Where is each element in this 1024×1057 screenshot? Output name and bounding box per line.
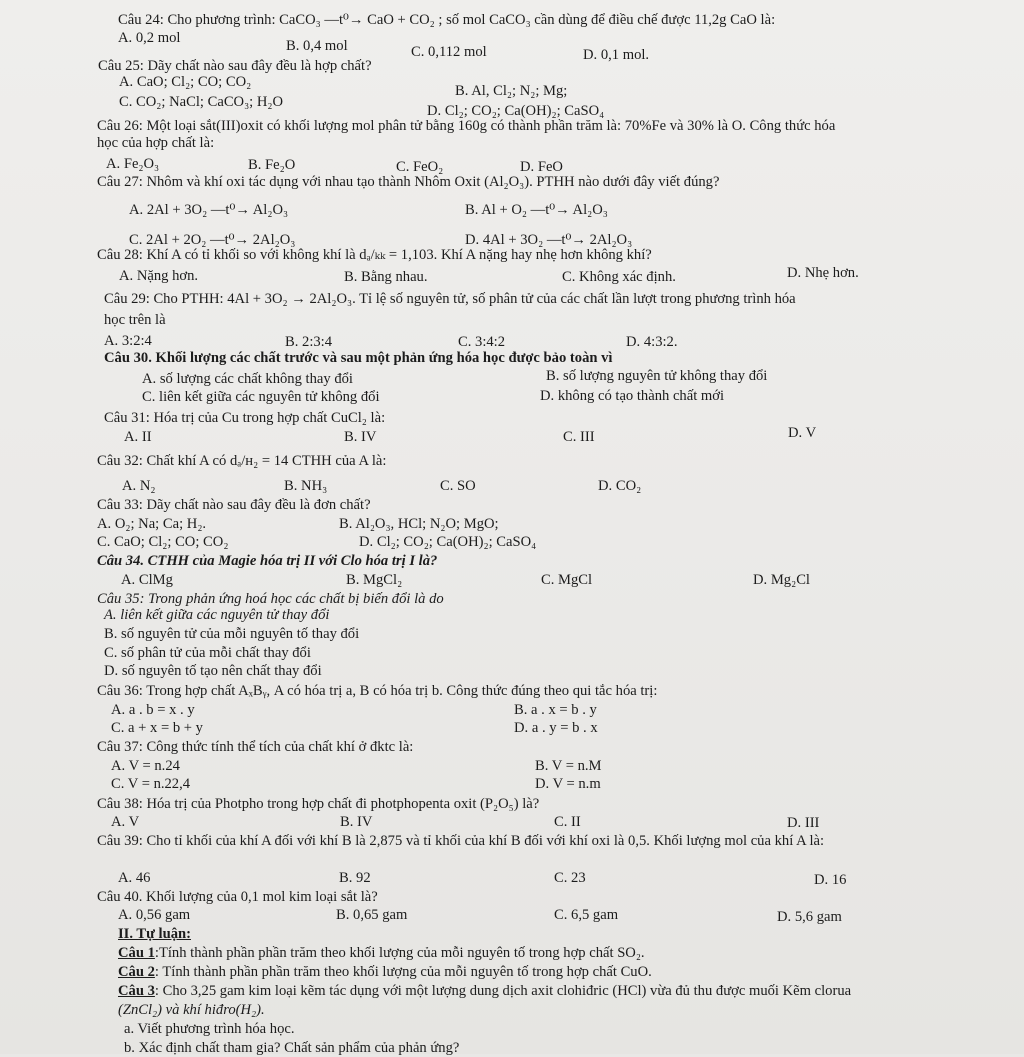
question-34-option-c: C. MgCl xyxy=(541,572,593,588)
question-27-option-d: D. 4Al + 3O₂ —t⁰→ 2Al₂O₃ xyxy=(465,232,633,248)
question-38-option-b: B. IV xyxy=(340,814,373,830)
question-26-option-a: A. Fe₂O₃ xyxy=(106,156,160,172)
essay-question-3-label: Câu 3 xyxy=(118,983,155,999)
question-34-stem: Câu 34. CTHH của Magie hóa trị II với Clo hóa trị I là? xyxy=(97,553,438,569)
question-29-option-a: A. 3:2:4 xyxy=(104,333,152,349)
question-39-option-b: B. 92 xyxy=(339,870,371,886)
question-28-option-c: C. Không xác định. xyxy=(562,269,676,285)
question-27-stem: Câu 27: Nhôm và khí oxi tác dụng với nhau tạo thành Nhôm Oxit (Al₂O₃). PTHH nào dưới đây viết đúng? xyxy=(97,174,720,190)
essay-question-1-label: Câu 1 xyxy=(118,945,155,961)
question-35-option-d: D. số nguyên tố tạo nên chất thay đổi xyxy=(104,663,322,679)
question-33-option-b: B. Al₂O₃, HCl; N₂O; MgO; xyxy=(339,516,499,532)
question-29-option-c: C. 3:4:2 xyxy=(458,334,506,350)
question-25-option-a: A. CaO; Cl₂; CO; CO₂ xyxy=(119,74,252,90)
question-29-stem: Câu 29: Cho PTHH: 4Al + 3O₂ → 2Al₂O₃. Tỉ lệ số nguyên tử, số phân tử của các chất lần lượt trong phương trình hóa xyxy=(104,291,796,307)
essay-question-2 xyxy=(118,963,652,981)
question-37-option-d: D. V = n.m xyxy=(535,776,601,792)
question-29-option-b: B. 2:3:4 xyxy=(285,334,333,350)
question-26-option-d: D. FeO xyxy=(520,159,563,175)
question-37-option-b: B. V = n.M xyxy=(535,758,602,774)
question-30-option-c: C. liên kết giữa các nguyên tử không đổi xyxy=(142,389,380,405)
question-29-option-d: D. 4:3:2. xyxy=(626,334,678,350)
question-37-stem: Câu 37: Công thức tính thể tích của chất khí ở đktc là: xyxy=(97,739,414,755)
question-26-stem: Câu 26: Một loại sắt(III)oxit có khối lượng mol phân tử bằng 160g có thành phần trăm là: 70%Fe và 30% là O. Công thức hóa xyxy=(97,118,836,134)
question-31-option-d: D. V xyxy=(788,425,817,441)
question-30-option-d: D. không có tạo thành chất mới xyxy=(540,388,725,404)
question-36-option-c: C. a + x = b + y xyxy=(111,720,203,736)
question-30-stem: Câu 30. Khối lượng các chất trước và sau một phản ứng hóa học được bảo toàn vì xyxy=(104,350,613,366)
question-26-option-c: C. FeO₂ xyxy=(396,159,444,175)
essay-section-title: II. Tự luận: xyxy=(118,926,191,942)
question-34-option-b: B. MgCl₂ xyxy=(346,572,403,588)
essay-question-3-part-b: b. Xác định chất tham gia? Chất sản phẩm của phản ứng? xyxy=(124,1040,460,1056)
question-30-option-a: A. số lượng các chất không thay đổi xyxy=(142,371,353,387)
question-39-option-d: D. 16 xyxy=(814,872,847,888)
question-31-option-c: C. III xyxy=(563,429,595,445)
question-40-option-c: C. 6,5 gam xyxy=(554,907,619,923)
question-25-option-d: D. Cl₂; CO₂; Ca(OH)₂; CaSO₄ xyxy=(427,103,605,119)
essay-question-2-label: Câu 2 xyxy=(118,964,155,980)
question-33-option-a: A. O₂; Na; Ca; H₂. xyxy=(97,516,207,532)
question-32-stem: Câu 32: Chất khí A có dₐ/ʜ₂ = 14 CTHH của A là: xyxy=(97,453,387,469)
question-27-option-b: B. Al + O₂ —t⁰→ Al₂O₃ xyxy=(465,202,608,218)
question-35-option-b: B. số nguyên tử của mỗi nguyên tố thay đổi xyxy=(104,626,360,642)
question-37-option-c: C. V = n.22,4 xyxy=(111,776,191,792)
question-24-option-b: B. 0,4 mol xyxy=(286,38,348,54)
essay-question-3-text: : Cho 3,25 gam kim loại kẽm tác dụng với một lượng dung dịch axit clohiđric (HCl) vừa đủ thu được muối Kẽm clorua xyxy=(154,983,852,999)
question-29-stem-cont: học trên là xyxy=(104,312,166,328)
question-36-stem: Câu 36: Trong hợp chất AₓBᵧ, A có hóa trị a, B có hóa trị b. Công thức đúng theo qui tắc hóa trị: xyxy=(97,683,658,699)
question-24-option-d: D. 0,1 mol. xyxy=(583,47,650,63)
question-38-option-d: D. III xyxy=(787,815,820,831)
question-26-option-b: B. Fe₂O xyxy=(248,157,296,173)
question-28-option-a: A. Nặng hơn. xyxy=(119,268,199,284)
question-35-stem: Câu 35: Trong phản ứng hoá học các chất bị biến đổi là do xyxy=(97,591,444,607)
question-38-option-c: C. II xyxy=(554,814,581,830)
question-24-stem: Câu 24: Cho phương trình: CaCO₃ —t⁰→ CaO + CO₂ ; số mol CaCO₃ cần dùng để điều chế được 11,2g CaO là: xyxy=(118,12,776,28)
question-33-option-d: D. Cl₂; CO₂; Ca(OH)₂; CaSO₄ xyxy=(359,534,537,550)
question-39-option-a: A. 46 xyxy=(118,870,151,886)
question-27-option-c: C. 2Al + 2O₂ —t⁰→ 2Al₂O₃ xyxy=(129,232,296,248)
question-28-stem: Câu 28: Khí A có tỉ khối so với không khí là dₐ/ₖₖ = 1,103. Khí A nặng hay nhẹ hơn không khí? xyxy=(97,247,652,263)
question-36-option-b: B. a . x = b . y xyxy=(514,702,597,718)
question-28-option-d: D. Nhẹ hơn. xyxy=(787,265,859,281)
question-28-option-b: B. Bằng nhau. xyxy=(344,269,428,285)
question-40-option-d: D. 5,6 gam xyxy=(777,909,842,925)
question-40-stem: Câu 40. Khối lượng của 0,1 mol kim loại sắt là? xyxy=(97,889,378,905)
question-33-option-c: C. CaO; Cl₂; CO; CO₂ xyxy=(97,534,229,550)
question-24-option-c: C. 0,112 mol xyxy=(411,44,487,60)
question-26-stem-cont: học của hợp chất là: xyxy=(97,135,215,151)
question-36-option-d: D. a . y = b . x xyxy=(514,720,598,736)
essay-question-3-part-a: a. Viết phương trình hóa học. xyxy=(124,1021,295,1037)
question-38-option-a: A. V xyxy=(111,814,140,830)
question-31-option-a: A. II xyxy=(124,429,152,445)
question-40-option-b: B. 0,65 gam xyxy=(336,907,408,923)
question-30-option-b: B. số lượng nguyên tử không thay đổi xyxy=(546,368,768,384)
question-32-option-b: B. NH₃ xyxy=(284,478,328,494)
question-31-stem: Câu 31: Hóa trị của Cu trong hợp chất CuCl₂ là: xyxy=(104,410,386,426)
question-38-stem: Câu 38: Hóa trị của Photpho trong hợp chất đi photphopenta oxit (P₂O₅) là? xyxy=(97,796,540,812)
question-31-option-b: B. IV xyxy=(344,429,377,445)
question-25-option-b: B. Al, Cl₂; N₂; Mg; xyxy=(455,83,568,99)
question-25-option-c: C. CO₂; NaCl; CaCO₃; H₂O xyxy=(119,94,284,110)
question-24-option-a: A. 0,2 mol xyxy=(118,30,181,46)
essay-question-3-cont: (ZnCl₂) và khí hiđro(H₂). xyxy=(118,1002,265,1018)
question-25-stem: Câu 25: Dãy chất nào sau đây đều là hợp chất? xyxy=(98,58,372,74)
essay-question-1-text: :Tính thành phần phần trăm theo khối lượng của mỗi nguyên tố trong hợp chất SO₂. xyxy=(154,945,645,961)
essay-question-2-text: : Tính thành phần phần trăm theo khối lượng của mỗi nguyên tố trong hợp chất CuO. xyxy=(154,964,652,980)
question-39-option-c: C. 23 xyxy=(554,870,586,886)
question-33-stem: Câu 33: Dãy chất nào sau đây đều là đơn chất? xyxy=(97,497,371,513)
question-35-option-c: C. số phân tử của mỗi chất thay đổi xyxy=(104,645,311,661)
essay-question-1 xyxy=(118,944,645,962)
question-40-option-a: A. 0,56 gam xyxy=(118,907,191,923)
question-37-option-a: A. V = n.24 xyxy=(111,758,180,774)
question-32-option-c: C. SO xyxy=(440,478,476,494)
question-34-option-a: A. ClMg xyxy=(121,572,173,588)
question-35-option-a: A. liên kết giữa các nguyên tử thay đổi xyxy=(104,607,330,623)
essay-question-3 xyxy=(118,982,851,1000)
question-32-option-a: A. N₂ xyxy=(122,478,156,494)
question-36-option-a: A. a . b = x . y xyxy=(111,702,195,718)
question-39-stem: Câu 39: Cho tỉ khối của khí A đối với khí B là 2,875 và tỉ khối của khí B đối với khí oxi là 0,5. Khối lượng mol của khí A là: xyxy=(97,833,825,849)
question-27-option-a: A. 2Al + 3O₂ —t⁰→ Al₂O₃ xyxy=(129,202,289,218)
question-34-option-d: D. Mg₂Cl xyxy=(753,572,810,588)
question-32-option-d: D. CO₂ xyxy=(598,478,642,494)
